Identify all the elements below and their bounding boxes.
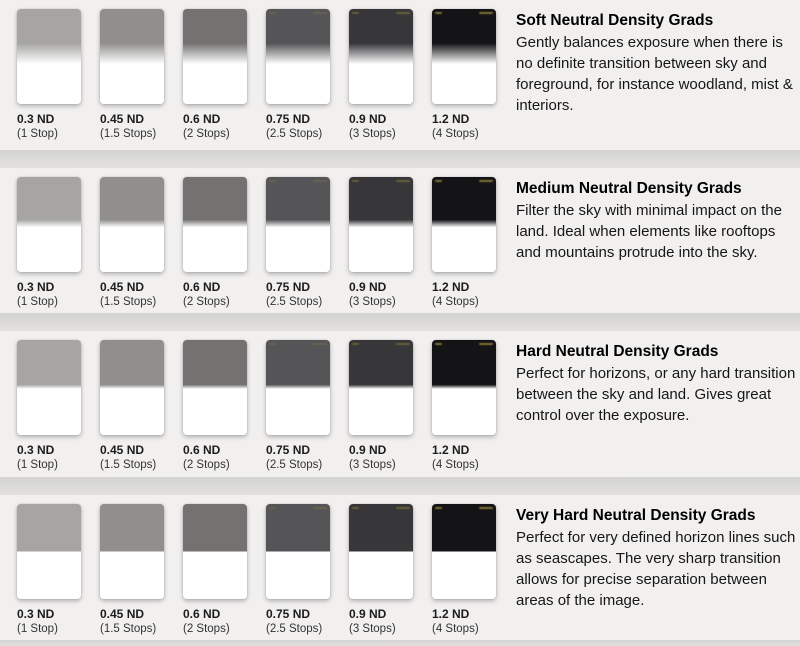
nd-grad-swatch bbox=[17, 177, 81, 272]
filter-density-label: 0.6 ND bbox=[183, 443, 221, 457]
filter-edge-marking bbox=[269, 12, 276, 14]
nd-grad-swatch bbox=[432, 9, 496, 104]
filter-edge-marking bbox=[313, 507, 327, 509]
filter-edge-marking bbox=[269, 507, 276, 509]
filter-density-label: 0.75 ND bbox=[266, 112, 311, 126]
filter-edge-marking bbox=[396, 12, 410, 14]
filter-swatch-cell bbox=[266, 177, 330, 308]
filter-edge-marking bbox=[435, 343, 442, 345]
filter-stops-label: (4 Stops) bbox=[432, 128, 479, 140]
nd-grad-swatch bbox=[349, 340, 413, 435]
filter-stops-label: (2 Stops) bbox=[183, 623, 230, 635]
filter-density-label: 1.2 ND bbox=[432, 607, 470, 621]
filter-density-label: 0.6 ND bbox=[183, 607, 221, 621]
filter-edge-marking bbox=[479, 180, 493, 182]
filter-swatch-cell bbox=[183, 177, 247, 308]
filter-density-label: 0.3 ND bbox=[17, 280, 55, 294]
filter-swatch-cell bbox=[266, 340, 330, 471]
filter-density-label: 0.3 ND bbox=[17, 607, 55, 621]
filter-stops-label: (3 Stops) bbox=[349, 623, 396, 635]
swatch-grid-hard bbox=[17, 340, 496, 471]
filter-swatch-cell bbox=[349, 504, 413, 635]
filter-density-label: 1.2 ND bbox=[432, 443, 470, 457]
filter-edge-marking bbox=[479, 343, 493, 345]
nd-grad-swatch bbox=[183, 177, 247, 272]
nd-grad-swatch bbox=[266, 340, 330, 435]
row-title: Hard Neutral Density Grads bbox=[516, 343, 719, 360]
filter-swatch-cell bbox=[17, 340, 81, 471]
nd-grad-swatch bbox=[17, 340, 81, 435]
filter-density-label: 0.75 ND bbox=[266, 607, 311, 621]
row-description: Perfect for very defined horizon lines such as seascapes. The very sharp transition allows for precise separation between areas of the image. bbox=[516, 529, 796, 609]
separator-band bbox=[0, 313, 800, 331]
nd-grad-swatch bbox=[432, 504, 496, 599]
nd-grad-swatch bbox=[432, 340, 496, 435]
swatch-grid-soft bbox=[17, 9, 496, 140]
filter-stops-label: (2.5 Stops) bbox=[266, 459, 323, 471]
row-description: Perfect for horizons, or any hard transition between the sky and land. Gives great control over the exposure. bbox=[516, 365, 796, 424]
filter-stops-label: (1.5 Stops) bbox=[100, 296, 157, 308]
separator-band bbox=[0, 640, 800, 646]
filter-stops-label: (2 Stops) bbox=[183, 459, 230, 471]
filter-swatch-cell bbox=[17, 177, 81, 308]
filter-swatch-cell bbox=[432, 504, 496, 635]
filter-edge-marking bbox=[352, 180, 359, 182]
nd-grad-swatch bbox=[349, 177, 413, 272]
nd-grad-swatch bbox=[100, 504, 164, 599]
row-description: Gently balances exposure when there is no definite transition between sky and foreground, for instance woodland, mist & interiors. bbox=[516, 34, 793, 114]
filter-swatch-cell bbox=[183, 504, 247, 635]
filter-density-label: 0.45 ND bbox=[100, 112, 145, 126]
filter-edge-marking bbox=[435, 180, 442, 182]
row-title: Soft Neutral Density Grads bbox=[516, 12, 714, 29]
row-text-very-hard bbox=[516, 504, 798, 611]
filter-stops-label: (4 Stops) bbox=[432, 296, 479, 308]
filter-stops-label: (2.5 Stops) bbox=[266, 623, 323, 635]
filter-swatch-cell bbox=[432, 177, 496, 308]
filter-stops-label: (1.5 Stops) bbox=[100, 459, 157, 471]
filter-edge-marking bbox=[313, 12, 327, 14]
filter-stops-label: (2.5 Stops) bbox=[266, 296, 323, 308]
filter-stops-label: (2 Stops) bbox=[183, 296, 230, 308]
filter-edge-marking bbox=[352, 12, 359, 14]
filter-edge-marking bbox=[479, 12, 493, 14]
filter-edge-marking bbox=[313, 180, 327, 182]
filter-edge-marking bbox=[479, 507, 493, 509]
nd-grad-swatch bbox=[432, 177, 496, 272]
filter-density-label: 0.45 ND bbox=[100, 280, 145, 294]
filter-swatch-cell bbox=[349, 340, 413, 471]
filter-swatch-cell bbox=[183, 340, 247, 471]
filter-edge-marking bbox=[269, 180, 276, 182]
filter-density-label: 0.9 ND bbox=[349, 280, 387, 294]
nd-grad-swatch bbox=[266, 177, 330, 272]
filter-density-label: 0.45 ND bbox=[100, 607, 145, 621]
swatch-grid-medium bbox=[17, 177, 496, 308]
filter-edge-marking bbox=[352, 343, 359, 345]
nd-grad-swatch bbox=[17, 9, 81, 104]
filter-density-label: 0.9 ND bbox=[349, 607, 387, 621]
nd-grad-swatch bbox=[100, 177, 164, 272]
filter-edge-marking bbox=[435, 507, 442, 509]
filter-stops-label: (4 Stops) bbox=[432, 623, 479, 635]
filter-density-label: 0.9 ND bbox=[349, 443, 387, 457]
filter-stops-label: (1 Stop) bbox=[17, 623, 58, 635]
filter-row-hard bbox=[0, 331, 800, 477]
filter-swatch-cell bbox=[183, 9, 247, 140]
filter-stops-label: (4 Stops) bbox=[432, 459, 479, 471]
nd-grad-swatch bbox=[100, 9, 164, 104]
filter-stops-label: (3 Stops) bbox=[349, 296, 396, 308]
row-title: Medium Neutral Density Grads bbox=[516, 180, 742, 197]
filter-stops-label: (2 Stops) bbox=[183, 128, 230, 140]
filter-swatch-cell bbox=[100, 340, 164, 471]
nd-grad-swatch bbox=[183, 340, 247, 435]
filter-edge-marking bbox=[435, 12, 442, 14]
filter-swatch-cell bbox=[17, 504, 81, 635]
filter-swatch-cell bbox=[349, 177, 413, 308]
row-title: Very Hard Neutral Density Grads bbox=[516, 507, 756, 524]
filter-stops-label: (3 Stops) bbox=[349, 459, 396, 471]
separator-band bbox=[0, 477, 800, 495]
filter-stops-label: (1.5 Stops) bbox=[100, 623, 157, 635]
filter-swatch-cell bbox=[100, 9, 164, 140]
filter-stops-label: (2.5 Stops) bbox=[266, 128, 323, 140]
filter-edge-marking bbox=[396, 180, 410, 182]
filter-edge-marking bbox=[269, 343, 276, 345]
filter-edge-marking bbox=[396, 343, 410, 345]
filter-edge-marking bbox=[352, 507, 359, 509]
nd-grad-swatch bbox=[100, 340, 164, 435]
nd-grad-swatch bbox=[349, 9, 413, 104]
filter-swatch-cell bbox=[349, 9, 413, 140]
filter-density-label: 0.6 ND bbox=[183, 112, 221, 126]
filter-stops-label: (1.5 Stops) bbox=[100, 128, 157, 140]
filter-swatch-cell bbox=[100, 504, 164, 635]
row-text-medium bbox=[516, 177, 798, 263]
nd-grad-swatch bbox=[266, 9, 330, 104]
filter-density-label: 1.2 ND bbox=[432, 112, 470, 126]
nd-grad-swatch bbox=[183, 9, 247, 104]
filter-density-label: 1.2 ND bbox=[432, 280, 470, 294]
filter-row-soft bbox=[0, 0, 800, 150]
filter-swatch-cell bbox=[432, 9, 496, 140]
filter-row-medium bbox=[0, 168, 800, 313]
filter-swatch-cell bbox=[266, 504, 330, 635]
swatch-grid-very-hard bbox=[17, 504, 496, 635]
filter-stops-label: (1 Stop) bbox=[17, 128, 58, 140]
filter-edge-marking bbox=[396, 507, 410, 509]
filter-density-label: 0.45 ND bbox=[100, 443, 145, 457]
filter-density-label: 0.75 ND bbox=[266, 443, 311, 457]
row-text-soft bbox=[516, 9, 798, 116]
filter-density-label: 0.3 ND bbox=[17, 443, 55, 457]
nd-grad-swatch bbox=[17, 504, 81, 599]
filter-swatch-cell bbox=[17, 9, 81, 140]
filter-swatch-cell bbox=[266, 9, 330, 140]
filter-density-label: 0.9 ND bbox=[349, 112, 387, 126]
filter-edge-marking bbox=[313, 343, 327, 345]
filter-stops-label: (1 Stop) bbox=[17, 296, 58, 308]
row-text-hard bbox=[516, 340, 798, 426]
filter-stops-label: (1 Stop) bbox=[17, 459, 58, 471]
nd-grad-swatch bbox=[266, 504, 330, 599]
separator-band bbox=[0, 150, 800, 168]
nd-grad-swatch bbox=[183, 504, 247, 599]
row-description: Filter the sky with minimal impact on the land. Ideal when elements like rooftops and mountains protrude into the sky. bbox=[516, 202, 782, 261]
filter-stops-label: (3 Stops) bbox=[349, 128, 396, 140]
nd-grad-swatch bbox=[349, 504, 413, 599]
filter-density-label: 0.6 ND bbox=[183, 280, 221, 294]
filter-swatch-cell bbox=[100, 177, 164, 308]
filter-density-label: 0.75 ND bbox=[266, 280, 311, 294]
filter-swatch-cell bbox=[432, 340, 496, 471]
filter-row-very-hard bbox=[0, 495, 800, 640]
filter-density-label: 0.3 ND bbox=[17, 112, 55, 126]
